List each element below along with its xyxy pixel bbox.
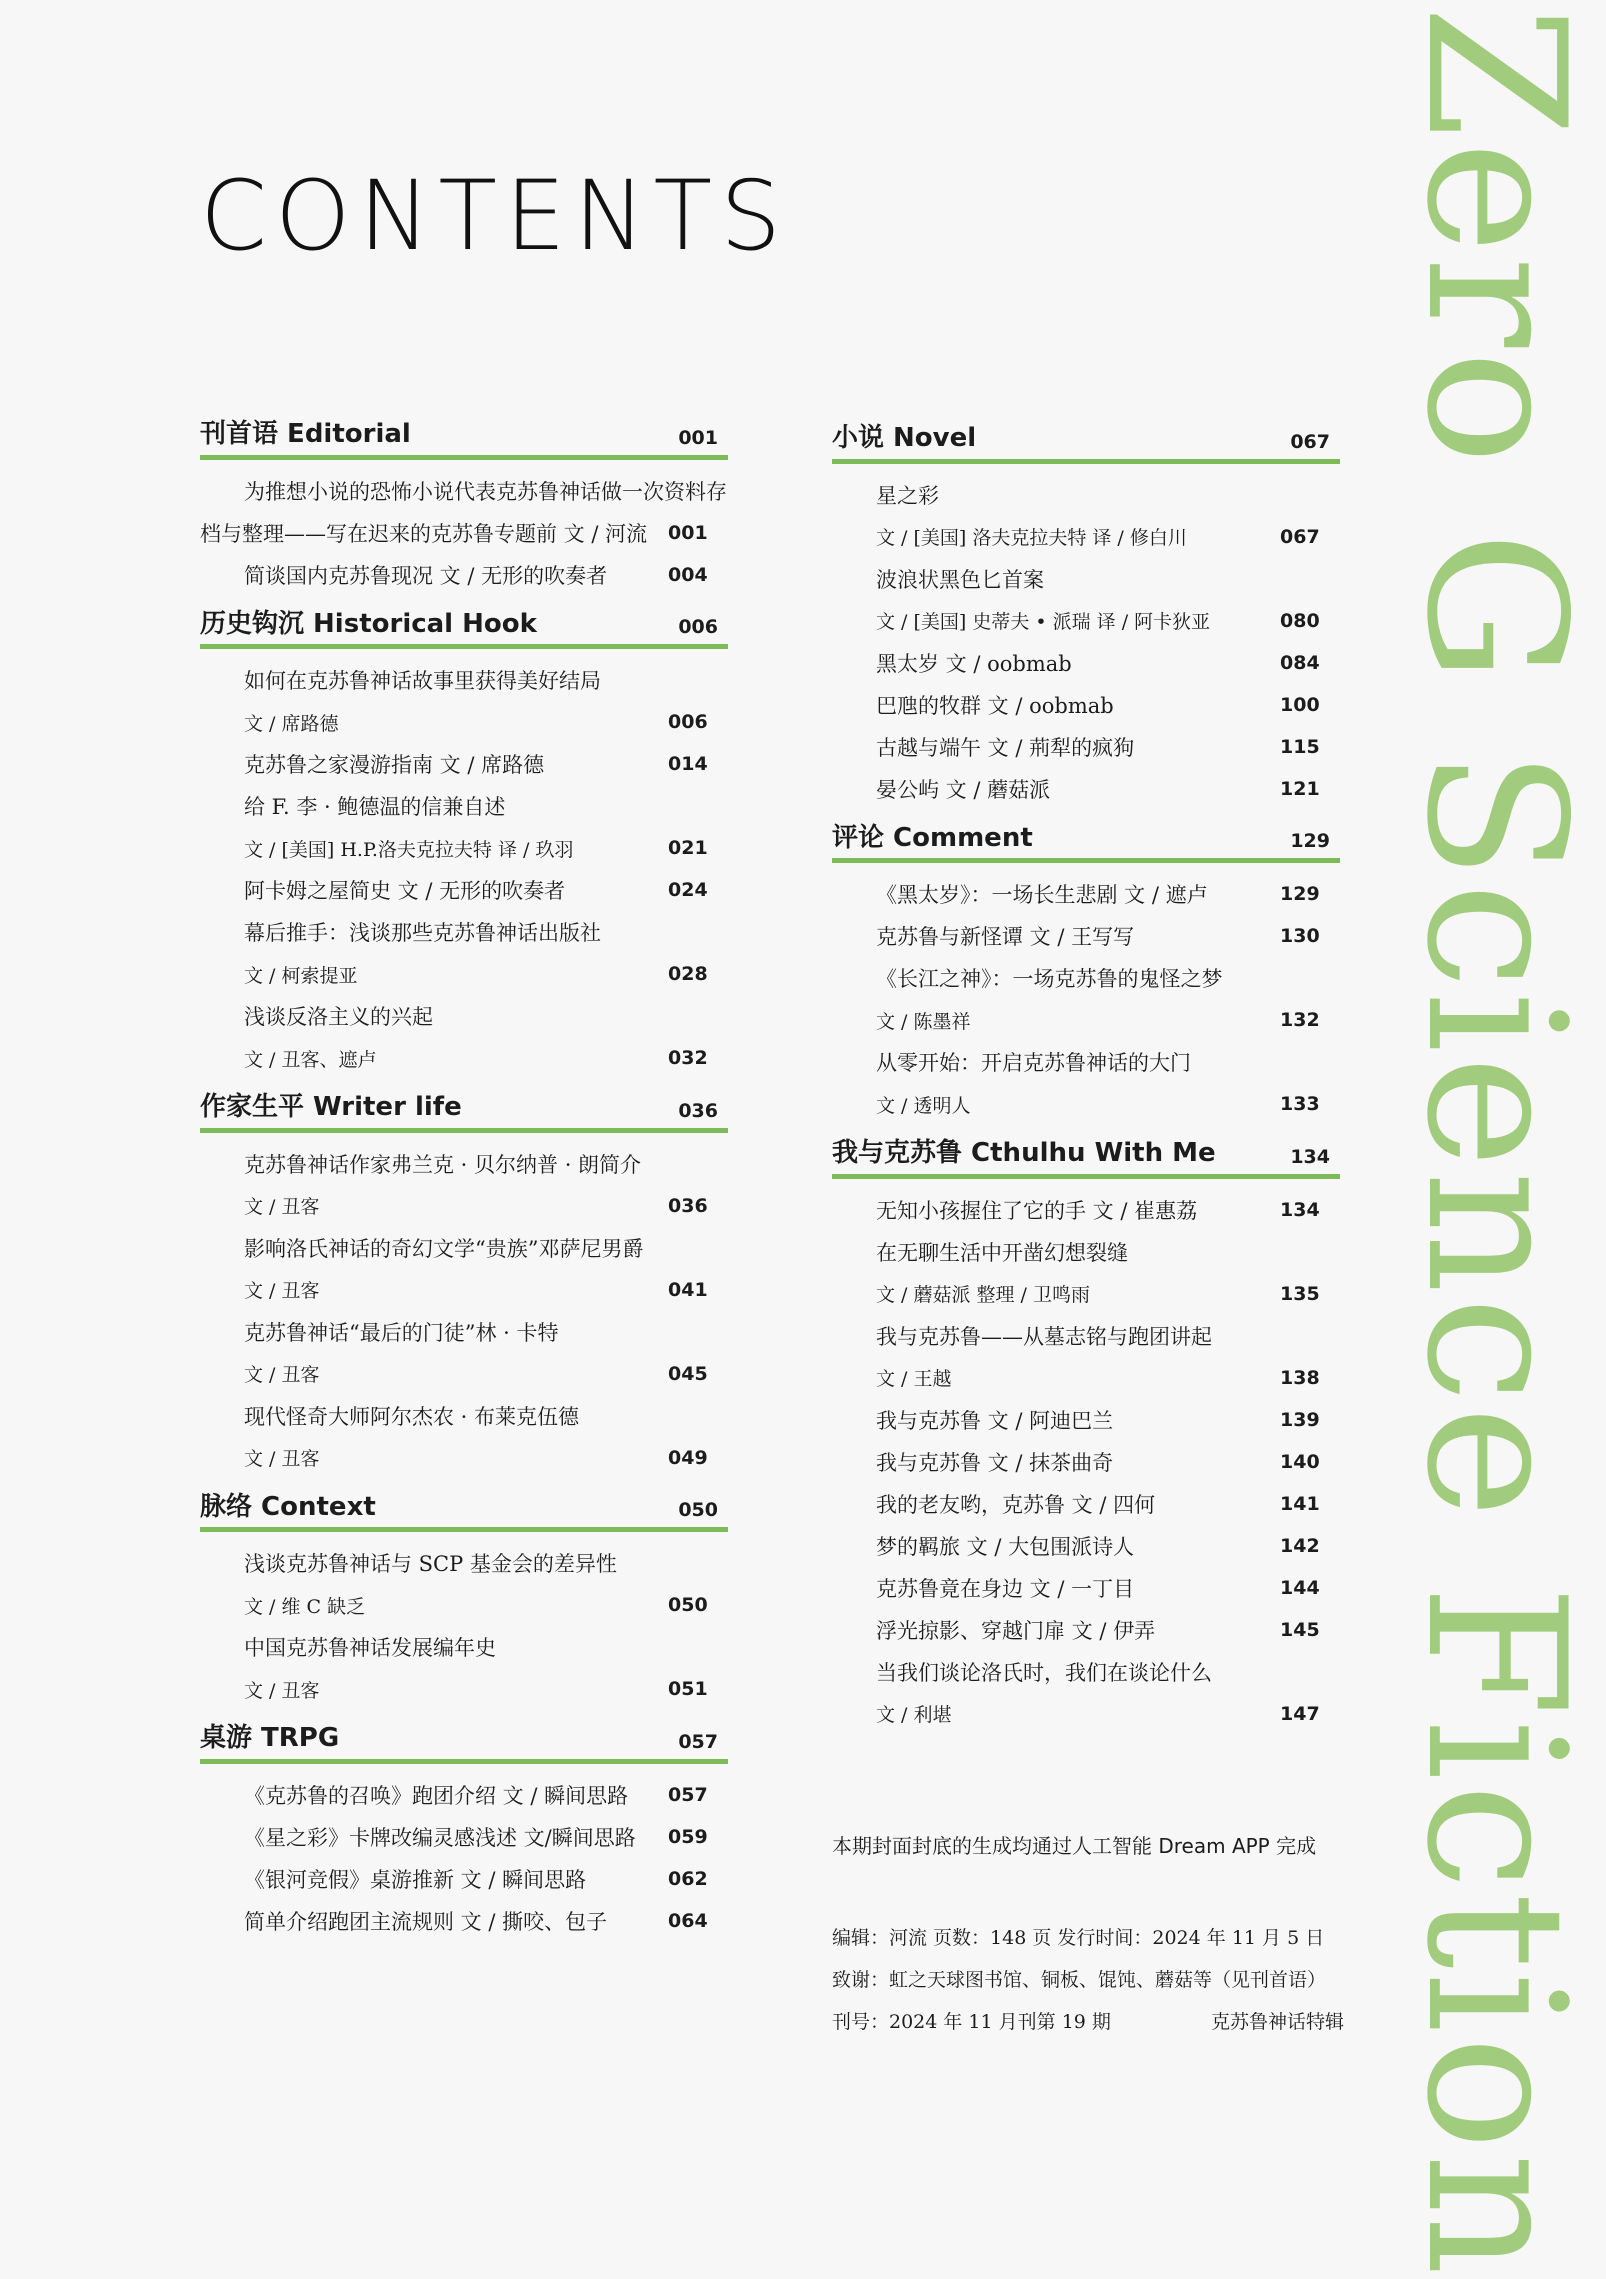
entry-title: 在无聊生活中开凿幻想裂缝 [876, 1240, 1128, 1265]
section-header [200, 1093, 728, 1133]
section-entries [832, 1189, 1340, 1735]
toc-entry[interactable] [244, 1185, 728, 1227]
section-page-number: 036 [678, 1099, 718, 1122]
section-entries [832, 873, 1340, 1125]
entry-page-number: 133 [1280, 1093, 1320, 1116]
entry-title: 我的老友哟，克苏鲁 文 / 四何 [876, 1492, 1156, 1517]
toc-entry[interactable] [876, 768, 1340, 810]
section-entries [200, 659, 728, 1079]
entry-title: 当我们谈论洛氏时，我们在谈论什么 [876, 1660, 1212, 1685]
entry-title: 简谈国内克苏鲁现况 文 / 无形的吹奏者 [244, 563, 608, 588]
entry-page-number: 138 [1280, 1366, 1320, 1389]
toc-entry[interactable] [244, 1311, 728, 1353]
toc-entry[interactable] [876, 1441, 1340, 1483]
section-header [832, 424, 1340, 464]
entry-page-number: 062 [668, 1867, 708, 1890]
toc-entry[interactable] [876, 957, 1340, 999]
colophon-special-issue: 克苏鲁神话特辑 [1210, 2010, 1344, 2033]
toc-entry[interactable] [244, 1143, 728, 1185]
entry-title: 我与克苏鲁——从墓志铭与跑团讲起 [876, 1324, 1212, 1349]
entry-page-number: 142 [1280, 1534, 1320, 1557]
entry-title: 克苏鲁神话作家弗兰克 · 贝尔纳普 · 朗简介 [244, 1152, 642, 1177]
entry-title: 文 / 丑客 [244, 1364, 320, 1387]
entry-page-number: 121 [1280, 777, 1320, 800]
section-title: 历史钩沉 Historical Hook [200, 608, 537, 639]
entry-title: 浮光掠影、穿越门扉 文 / 伊弄 [876, 1618, 1156, 1643]
toc-entry[interactable] [876, 915, 1340, 957]
entry-page-number: 134 [1280, 1198, 1320, 1221]
colophon-thanks: 致谢：虹之天球图书馆、铜板、馄饨、蘑菇等（见刊首语） [832, 1968, 1327, 1991]
section-header [832, 824, 1340, 864]
toc-entry[interactable] [244, 1353, 728, 1395]
toc-section [200, 1724, 728, 1942]
entry-page-number: 006 [668, 711, 708, 734]
toc-entry[interactable] [244, 1037, 728, 1079]
toc-entry[interactable] [244, 1900, 728, 1942]
toc-entry[interactable] [244, 1816, 728, 1858]
contents-title: CONTENTS [200, 160, 790, 272]
entry-page-number: 004 [668, 563, 708, 586]
entry-page-number: 049 [668, 1446, 708, 1469]
toc-entry[interactable] [244, 1858, 728, 1900]
toc-entry[interactable] [244, 1395, 728, 1437]
toc-entry[interactable] [244, 1626, 728, 1668]
entry-page-number: 024 [668, 879, 708, 902]
toc-entry[interactable] [244, 1668, 728, 1710]
section-header [200, 610, 728, 650]
entry-page-number: 100 [1280, 693, 1320, 716]
toc-entry[interactable] [876, 999, 1340, 1041]
toc-entry[interactable] [876, 1567, 1340, 1609]
section-header [200, 1493, 728, 1533]
section-header [200, 420, 728, 460]
entry-title: 文 / 利堪 [876, 1704, 952, 1727]
entry-page-number: 036 [668, 1194, 708, 1217]
entry-page-number: 084 [1280, 651, 1320, 674]
entry-title: 文 / [美国] 史蒂夫 • 派瑞 译 / 阿卡狄亚 [876, 611, 1211, 634]
toc-entry[interactable] [876, 1609, 1340, 1651]
toc-entry[interactable] [244, 1584, 728, 1626]
toc-section [832, 424, 1340, 810]
entry-title: 文 / 席路德 [244, 712, 339, 735]
entry-title: 文 / 丑客 [244, 1196, 320, 1219]
toc-left-column [200, 420, 728, 1956]
colophon-line [832, 1999, 1344, 2041]
entry-page-number: 141 [1280, 1492, 1320, 1515]
toc-entry[interactable] [876, 684, 1340, 726]
entry-title: 浅谈反洛主义的兴起 [244, 1005, 433, 1030]
toc-entry[interactable] [876, 1231, 1340, 1273]
entry-page-number: 021 [668, 837, 708, 860]
toc-entry[interactable] [244, 659, 728, 701]
toc-entry[interactable] [876, 873, 1340, 915]
section-entries [832, 474, 1340, 810]
toc-entry[interactable] [876, 1041, 1340, 1083]
entry-page-number: 139 [1280, 1408, 1320, 1431]
section-title: 评论 Comment [832, 822, 1033, 853]
entry-title: 文 / 透明人 [876, 1094, 971, 1117]
entry-title: 古越与端午 文 / 荊犁的疯狗 [876, 735, 1135, 760]
entry-page-number: 140 [1280, 1450, 1320, 1473]
toc-entry[interactable] [244, 1437, 728, 1479]
entry-title: 梦的羁旅 文 / 大包围派诗人 [876, 1534, 1135, 1559]
entry-title: 档与整理——写在迟来的克苏鲁专题前 文 / 河流 [200, 521, 648, 546]
entry-page-number: 147 [1280, 1702, 1320, 1725]
toc-entry[interactable] [244, 1774, 728, 1816]
toc-entry[interactable] [876, 1525, 1340, 1567]
toc-entry[interactable] [876, 1273, 1340, 1315]
section-title: 桌游 TRPG [200, 1723, 340, 1754]
toc-entry[interactable] [876, 726, 1340, 768]
toc-section [200, 1493, 728, 1711]
toc-section [200, 420, 728, 596]
section-page-number: 001 [678, 426, 718, 449]
toc-entry[interactable] [244, 953, 728, 995]
section-header [832, 1139, 1340, 1179]
entry-title: 《长江之神》：一场克苏鲁的鬼怪之梦 [876, 967, 1223, 992]
section-title: 我与克苏鲁 Cthulhu With Me [832, 1138, 1216, 1169]
entry-title: 文 / 蘑菇派 整理 / 卫鸣雨 [876, 1284, 1091, 1307]
entry-title: 波浪状黑色匕首案 [876, 567, 1044, 592]
toc-section [832, 824, 1340, 1126]
section-page-number: 134 [1290, 1145, 1330, 1168]
toc-entry[interactable] [876, 1399, 1340, 1441]
colophon [832, 1915, 1344, 2041]
section-page-number: 050 [678, 1499, 718, 1522]
entry-page-number: 014 [668, 753, 708, 776]
section-entries [200, 470, 728, 596]
section-entries [200, 1542, 728, 1710]
entry-page-number: 067 [1280, 525, 1320, 548]
entry-title: 黑太岁 文 / oobmab [876, 651, 1072, 676]
toc-entry[interactable] [244, 1269, 728, 1311]
section-entries [200, 1774, 728, 1942]
toc-entry[interactable] [876, 1483, 1340, 1525]
colophon-editor-pages-date: 编辑：河流 页数：148 页 发行时间：2024 年 11 月 5 日 [832, 1926, 1325, 1949]
toc-entry[interactable] [876, 1189, 1340, 1231]
toc-entry[interactable] [244, 470, 728, 512]
toc-section [832, 1139, 1340, 1735]
entry-title: 《银河竞假》桌游推新 文 / 瞬间思路 [244, 1867, 587, 1892]
vertical-magazine-title: Zero G Science Fiction [1385, 6, 1606, 2279]
entry-title: 无知小孩握住了它的手 文 / 崔惠荔 [876, 1198, 1198, 1223]
toc-entry[interactable] [876, 1651, 1340, 1693]
entry-title: 文 / 柯索提亚 [244, 964, 358, 987]
section-page-number: 057 [678, 1730, 718, 1753]
entry-page-number: 001 [668, 521, 708, 544]
entry-title: 文 / 丑客、遮卢 [244, 1048, 377, 1071]
entry-title: 如何在克苏鲁神话故事里获得美好结局 [244, 669, 601, 694]
section-entries [200, 1143, 728, 1479]
toc-entry[interactable] [244, 743, 728, 785]
entry-page-number: 144 [1280, 1576, 1320, 1599]
entry-title: 文 / 丑客 [244, 1679, 320, 1702]
entry-title: 克苏鲁神话“最后的门徒”林 · 卡特 [244, 1320, 559, 1345]
toc-section [200, 610, 728, 1080]
entry-page-number: 045 [668, 1362, 708, 1385]
entry-title: 文 / [美国] 洛夫克拉夫特 译 / 修白川 [876, 527, 1187, 550]
toc-entry[interactable] [876, 600, 1340, 642]
toc-entry[interactable] [244, 911, 728, 953]
entry-page-number: 132 [1280, 1009, 1320, 1032]
section-page-number: 006 [678, 616, 718, 639]
entry-title: 给 F. 李 · 鲍德温的信兼自述 [244, 795, 506, 820]
entry-title: 《黑太岁》：一场长生悲剧 文 / 遮卢 [876, 883, 1208, 908]
toc-entry[interactable] [244, 995, 728, 1037]
toc-entry[interactable] [244, 1227, 728, 1269]
entry-title: 幕后推手：浅谈那些克苏鲁神话出版社 [244, 921, 601, 946]
entry-title: 简单介绍跑团主流规则 文 / 撕咬、包子 [244, 1909, 608, 1934]
toc-entry[interactable] [244, 1542, 728, 1584]
toc-entry[interactable] [876, 474, 1340, 516]
cover-ai-note: 本期封面封底的生成均通过人工智能 Dream APP 完成 [832, 1834, 1317, 1858]
colophon-line [832, 1957, 1344, 1999]
entry-page-number: 032 [668, 1047, 708, 1070]
entry-title: 我与克苏鲁 文 / 抹茶曲奇 [876, 1450, 1114, 1475]
toc-entry[interactable] [244, 827, 728, 869]
entry-title: 晏公屿 文 / 蘑菇派 [876, 777, 1051, 802]
entry-title: 文 / 维 C 缺乏 [244, 1595, 366, 1618]
toc-entry[interactable] [200, 512, 728, 554]
entry-page-number: 129 [1280, 883, 1320, 906]
toc-entry[interactable] [876, 1693, 1340, 1735]
entry-page-number: 135 [1280, 1282, 1320, 1305]
toc-entry[interactable] [876, 1083, 1340, 1125]
entry-title: 文 / 丑客 [244, 1280, 320, 1303]
section-page-number: 067 [1290, 430, 1330, 453]
entry-page-number: 130 [1280, 925, 1320, 948]
toc-entry[interactable] [244, 701, 728, 743]
section-title: 小说 Novel [832, 423, 977, 453]
entry-page-number: 028 [668, 963, 708, 986]
toc-entry[interactable] [244, 785, 728, 827]
entry-title: 阿卡姆之屋简史 文 / 无形的吹奏者 [244, 879, 566, 904]
section-title: 作家生平 Writer life [200, 1092, 462, 1123]
toc-entry[interactable] [876, 1357, 1340, 1399]
entry-page-number: 057 [668, 1783, 708, 1806]
entry-title: 文 / 陈墨祥 [876, 1010, 971, 1033]
entry-title: 《克苏鲁的召唤》跑团介绍 文 / 瞬间思路 [244, 1783, 629, 1808]
entry-title: 中国克苏鲁神话发展编年史 [244, 1636, 496, 1661]
section-title: 脉络 Context [200, 1491, 376, 1522]
entry-page-number: 059 [668, 1825, 708, 1848]
toc-entry[interactable] [244, 554, 728, 596]
entry-page-number: 050 [668, 1594, 708, 1617]
entry-page-number: 145 [1280, 1618, 1320, 1641]
entry-page-number: 064 [668, 1909, 708, 1932]
toc-entry[interactable] [876, 516, 1340, 558]
colophon-issue: 刊号：2024 年 11 月刊第 19 期 [832, 2010, 1111, 2033]
entry-title: 影响洛氏神话的奇幻文学“贵族”邓萨尼男爵 [244, 1236, 644, 1261]
entry-title: 克苏鲁之家漫游指南 文 / 席路德 [244, 753, 545, 778]
entry-title: 巴虺的牧群 文 / oobmab [876, 693, 1114, 718]
entry-title: 文 / 丑客 [244, 1448, 320, 1471]
entry-page-number: 041 [668, 1278, 708, 1301]
toc-right-column [832, 424, 1340, 1749]
entry-title: 从零开始：开启克苏鲁神话的大门 [876, 1051, 1191, 1076]
toc-section [200, 1093, 728, 1479]
toc-entry[interactable] [244, 869, 728, 911]
entry-title: 克苏鲁与新怪谭 文 / 王写写 [876, 925, 1135, 950]
entry-page-number: 115 [1280, 735, 1320, 758]
entry-page-number: 080 [1280, 609, 1320, 632]
entry-title: 《星之彩》卡牌改编灵感浅述 文/瞬间思路 [244, 1825, 636, 1850]
entry-title: 现代怪奇大师阿尔杰农 · 布莱克伍德 [244, 1404, 580, 1429]
entry-title: 浅谈克苏鲁神话与 SCP 基金会的差异性 [244, 1552, 617, 1577]
entry-title: 为推想小说的恐怖小说代表克苏鲁神话做一次资料存 [244, 479, 727, 504]
entry-title: 我与克苏鲁 文 / 阿迪巴兰 [876, 1408, 1114, 1433]
entry-title: 文 / [美国] H.P.洛夫克拉夫特 译 / 玖羽 [244, 838, 574, 861]
section-header [200, 1724, 728, 1764]
entry-title: 文 / 王越 [876, 1368, 952, 1391]
toc-entry[interactable] [876, 558, 1340, 600]
entry-page-number: 051 [668, 1678, 708, 1701]
entry-title: 克苏鲁竟在身边 文 / 一丁目 [876, 1576, 1135, 1601]
section-page-number: 129 [1290, 830, 1330, 853]
entry-title: 星之彩 [876, 483, 939, 508]
colophon-line [832, 1915, 1344, 1957]
section-title: 刊首语 Editorial [200, 419, 411, 449]
toc-entry[interactable] [876, 1315, 1340, 1357]
toc-entry[interactable] [876, 642, 1340, 684]
